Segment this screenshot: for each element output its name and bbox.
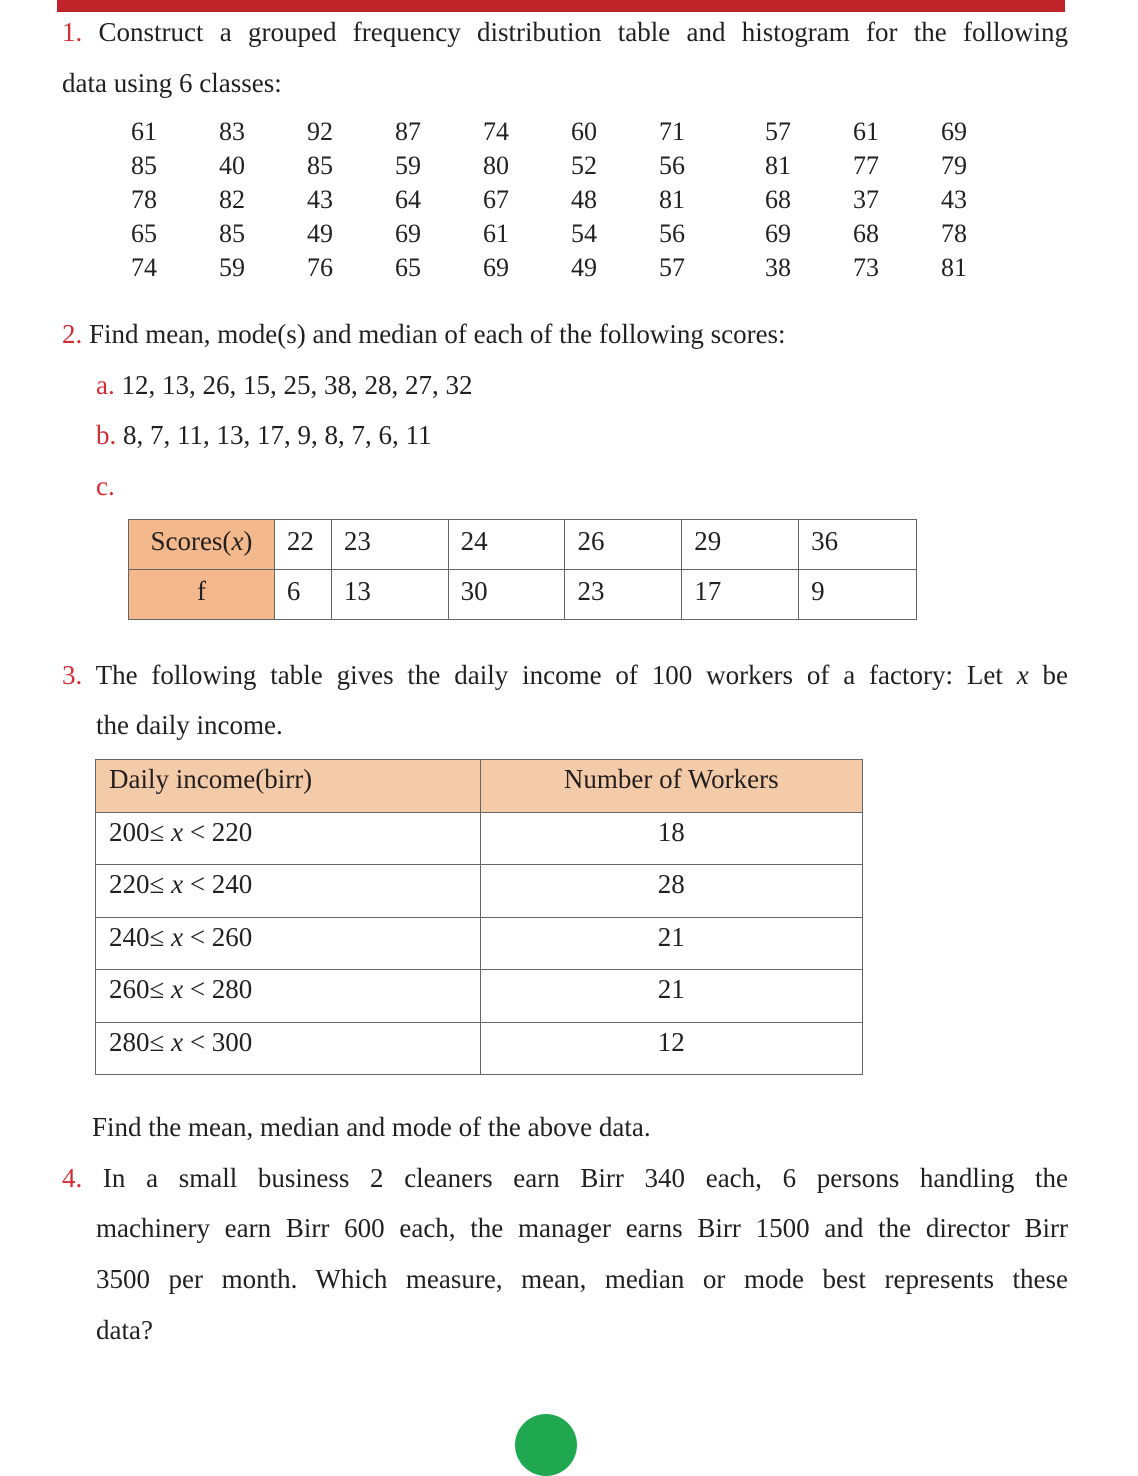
data-value: 65 [395, 253, 421, 282]
data-value: 69 [941, 117, 967, 146]
score-cell: 24 [448, 520, 565, 570]
question-2a: a. 12, 13, 26, 15, 25, 38, 28, 27, 32 [96, 370, 473, 400]
data-value: 81 [765, 151, 791, 180]
data-value: 80 [483, 151, 509, 180]
data-value: 38 [765, 253, 791, 282]
workers-count: 21 [480, 970, 862, 1023]
header-bar [57, 0, 1065, 12]
data-value: 57 [765, 117, 791, 146]
score-cell: 23 [331, 520, 448, 570]
frequency-header: f [129, 570, 275, 620]
data-value: 68 [853, 219, 879, 248]
question-4-line-1: 4. In a small business 2 cleaners earn Birr 340 each, 6 persons handling the [62, 1163, 1069, 1193]
table-row [96, 865, 863, 918]
data-value: 60 [571, 117, 597, 146]
data-value: 67 [483, 185, 509, 214]
data-value: 59 [395, 151, 421, 180]
data-value: 57 [659, 253, 685, 282]
scores-row [129, 520, 917, 570]
workers-count: 18 [480, 812, 862, 865]
question-4-line-4: data? [96, 1315, 153, 1345]
question-3-line-2: the daily income. [96, 710, 283, 740]
data-value: 61 [853, 117, 879, 146]
data-value: 56 [659, 151, 685, 180]
frequency-cell: 6 [274, 570, 331, 620]
score-cell: 36 [799, 520, 917, 570]
workers-count: 21 [480, 917, 862, 970]
income-range: 200≤ x < 220 [96, 812, 481, 865]
question-3-line-1: 3. The following table gives the daily income of 100 workers of a factory: Let x be [62, 660, 1069, 690]
data-value: 78 [131, 185, 157, 214]
table-row [96, 970, 863, 1023]
income-column-header: Daily income(birr) [96, 760, 481, 813]
daily-income-table [95, 759, 863, 1075]
table-row [96, 917, 863, 970]
data-value: 87 [395, 117, 421, 146]
data-value: 85 [219, 219, 245, 248]
data-value: 61 [483, 219, 509, 248]
frequency-cell: 30 [448, 570, 565, 620]
frequency-cell: 23 [565, 570, 682, 620]
scores-header: Scores(x) [129, 520, 275, 570]
question-4-line-3: 3500 per month. Which measure, mean, median or mode best represents these [96, 1264, 1068, 1294]
score-cell: 29 [682, 520, 799, 570]
data-value: 64 [395, 185, 421, 214]
data-value: 81 [659, 185, 685, 214]
question-4-line-2: machinery earn Birr 600 each, the manager earns Birr 1500 and the director Birr [96, 1213, 1068, 1243]
data-value: 77 [853, 151, 879, 180]
data-value: 83 [219, 117, 245, 146]
table-row [96, 812, 863, 865]
data-value: 71 [659, 117, 685, 146]
data-value: 37 [853, 185, 879, 214]
page-marker-circle [515, 1414, 577, 1476]
scores-frequency-table [128, 519, 917, 620]
frequency-cell: 9 [799, 570, 917, 620]
question-2-text: 2. Find mean, mode(s) and median of each of the following scores: [62, 319, 786, 349]
data-value: 56 [659, 219, 685, 248]
income-range: 260≤ x < 280 [96, 970, 481, 1023]
workers-count: 28 [480, 865, 862, 918]
data-value: 85 [131, 151, 157, 180]
data-value: 69 [483, 253, 509, 282]
data-value: 52 [571, 151, 597, 180]
data-value: 74 [131, 253, 157, 282]
data-value: 65 [131, 219, 157, 248]
table-row [96, 1022, 863, 1075]
data-value: 73 [853, 253, 879, 282]
data-value: 76 [307, 253, 333, 282]
data-value: 82 [219, 185, 245, 214]
data-value: 43 [941, 185, 967, 214]
data-value: 49 [571, 253, 597, 282]
question-4-number: 4. [62, 1163, 83, 1193]
data-value: 59 [219, 253, 245, 282]
question-2c: c. [96, 471, 115, 501]
data-value: 92 [307, 117, 333, 146]
data-value: 69 [395, 219, 421, 248]
data-value: 40 [219, 151, 245, 180]
data-value: 79 [941, 151, 967, 180]
question-1-line-2: data using 6 classes: [62, 68, 282, 98]
question-3-number: 3. [62, 660, 83, 690]
data-value: 74 [483, 117, 509, 146]
income-range: 280≤ x < 300 [96, 1022, 481, 1075]
question-2b: b. 8, 7, 11, 13, 17, 9, 8, 7, 6, 11 [96, 420, 432, 450]
frequency-cell: 17 [682, 570, 799, 620]
score-cell: 26 [565, 520, 682, 570]
question-1-line-1: 1. Construct a grouped frequency distribution table and histogram for the following [62, 17, 1069, 47]
data-value: 85 [307, 151, 333, 180]
data-value: 69 [765, 219, 791, 248]
question-2-number: 2. [62, 319, 83, 349]
data-value: 43 [307, 185, 333, 214]
data-value: 48 [571, 185, 597, 214]
data-value: 54 [571, 219, 597, 248]
data-value: 78 [941, 219, 967, 248]
question-1-number: 1. [62, 17, 83, 47]
frequency-cell: 13 [331, 570, 448, 620]
data-value: 49 [307, 219, 333, 248]
income-range: 220≤ x < 240 [96, 865, 481, 918]
question-3-followup: Find the mean, median and mode of the above data. [92, 1112, 651, 1142]
score-cell: 22 [274, 520, 331, 570]
data-value: 68 [765, 185, 791, 214]
data-value: 81 [941, 253, 967, 282]
workers-column-header: Number of Workers [480, 760, 862, 813]
frequency-row [129, 570, 917, 620]
income-range: 240≤ x < 260 [96, 917, 481, 970]
income-table-header [96, 760, 863, 813]
workers-count: 12 [480, 1022, 862, 1075]
data-value: 61 [131, 117, 157, 146]
